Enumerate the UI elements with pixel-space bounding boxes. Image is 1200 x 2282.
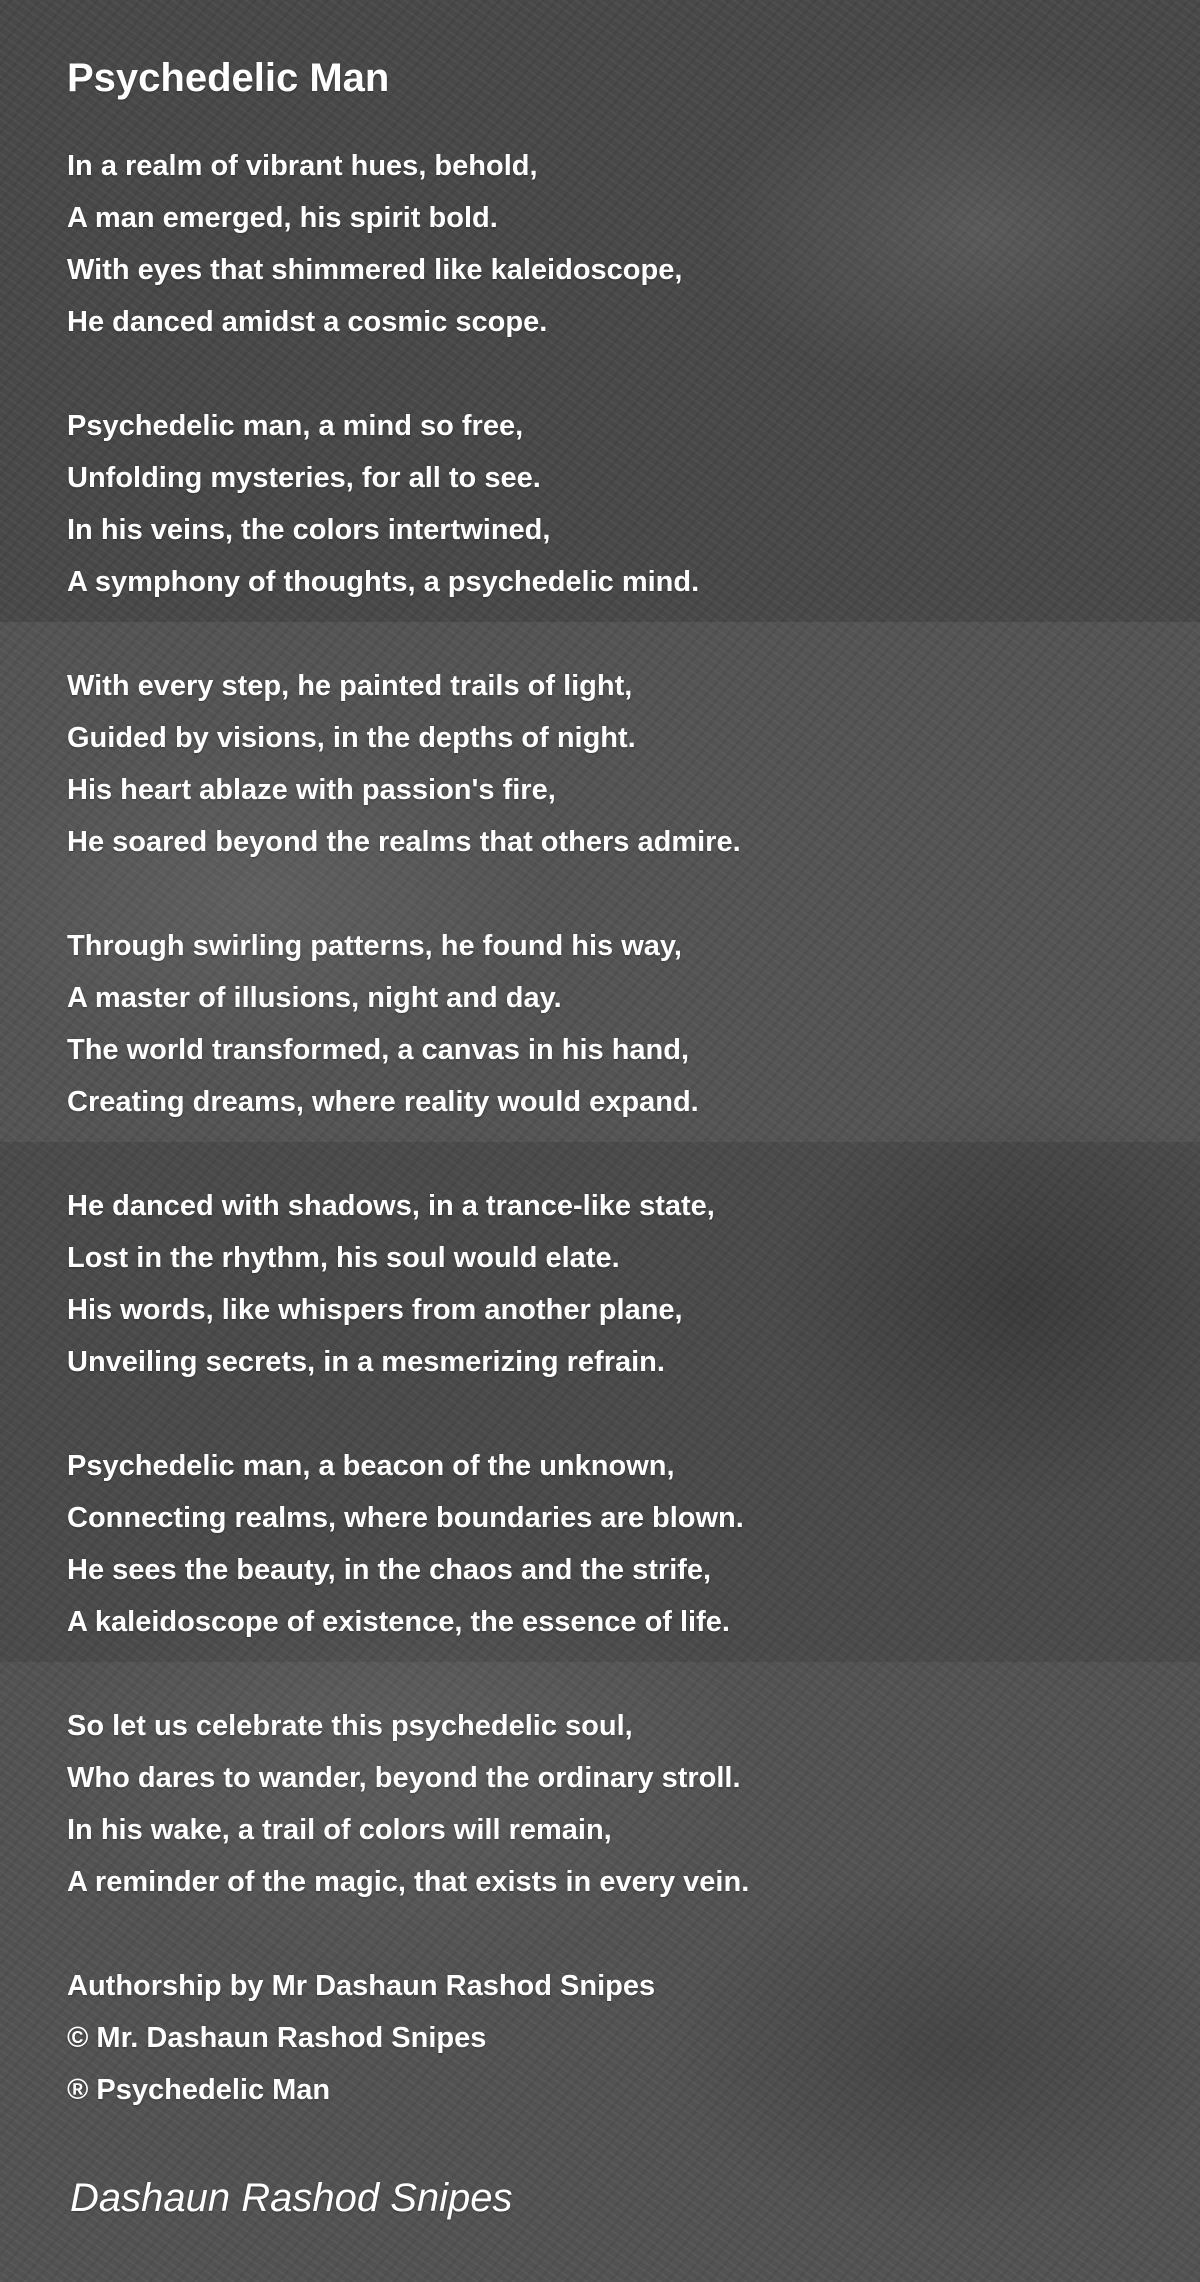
poem-line: A man emerged, his spirit bold. [67,202,498,234]
poem-line: He sees the beauty, in the chaos and the strife, [67,1554,712,1586]
poem-line: Creating dreams, where reality would expand. [67,1086,699,1118]
stanza-6 [67,1440,1147,1648]
poem-stanzas [67,140,1147,2116]
poem-line: In his veins, the colors intertwined, [67,514,551,546]
poem-line: He soared beyond the realms that others admire. [67,826,741,858]
poem-line: Guided by visions, in the depths of night. [67,722,636,754]
poem-line: Unveiling secrets, in a mesmerizing refrain. [67,1346,665,1378]
poem-line: A master of illusions, night and day. [67,982,562,1014]
poem-credits [67,1960,1147,2116]
poem-line: His heart ablaze with passion's fire, [67,774,556,806]
poem-line: Psychedelic man, a mind so free, [67,410,524,442]
poem-line: He danced amidst a cosmic scope. [67,306,548,338]
poem-line: His words, like whispers from another plane, [67,1294,683,1326]
stanza-2 [67,400,1147,608]
registered-line: ® Psychedelic Man [67,2074,331,2106]
poem-line: So let us celebrate this psychedelic soul, [67,1710,633,1742]
poem-line: With eyes that shimmered like kaleidoscope, [67,254,683,286]
poem-line: Through swirling patterns, he found his way, [67,930,682,962]
stanza-3 [67,660,1147,868]
poem-line: Psychedelic man, a beacon of the unknown, [67,1450,675,1482]
poem-line: A symphony of thoughts, a psychedelic mind. [67,566,700,598]
author-signature: Dashaun Rashod Snipes [70,2176,513,2220]
poem-content [67,48,1147,2228]
poem-line: In his wake, a trail of colors will remain, [67,1814,612,1846]
stanza-4 [67,920,1147,1128]
poem-line: He danced with shadows, in a trance-like state, [67,1190,715,1222]
poem-line: A kaleidoscope of existence, the essence of life. [67,1606,730,1638]
poem-line: Lost in the rhythm, his soul would elate. [67,1242,620,1274]
stanza-5 [67,1180,1147,1388]
poem-line: A reminder of the magic, that exists in every vein. [67,1866,750,1898]
poem-line: Who dares to wander, beyond the ordinary stroll. [67,1762,741,1794]
poem-line: Connecting realms, where boundaries are blown. [67,1502,744,1534]
poem-line: In a realm of vibrant hues, behold, [67,150,538,182]
stanza-7 [67,1700,1147,1908]
stanza-1 [67,140,1147,348]
poem-line: With every step, he painted trails of light, [67,670,633,702]
authorship-line: Authorship by Mr Dashaun Rashod Snipes [67,1970,656,2002]
copyright-line: © Mr. Dashaun Rashod Snipes [67,2022,487,2054]
poem-line: Unfolding mysteries, for all to see. [67,462,541,494]
poem-title: Psychedelic Man [67,56,390,100]
poem-line: The world transformed, a canvas in his hand, [67,1034,690,1066]
